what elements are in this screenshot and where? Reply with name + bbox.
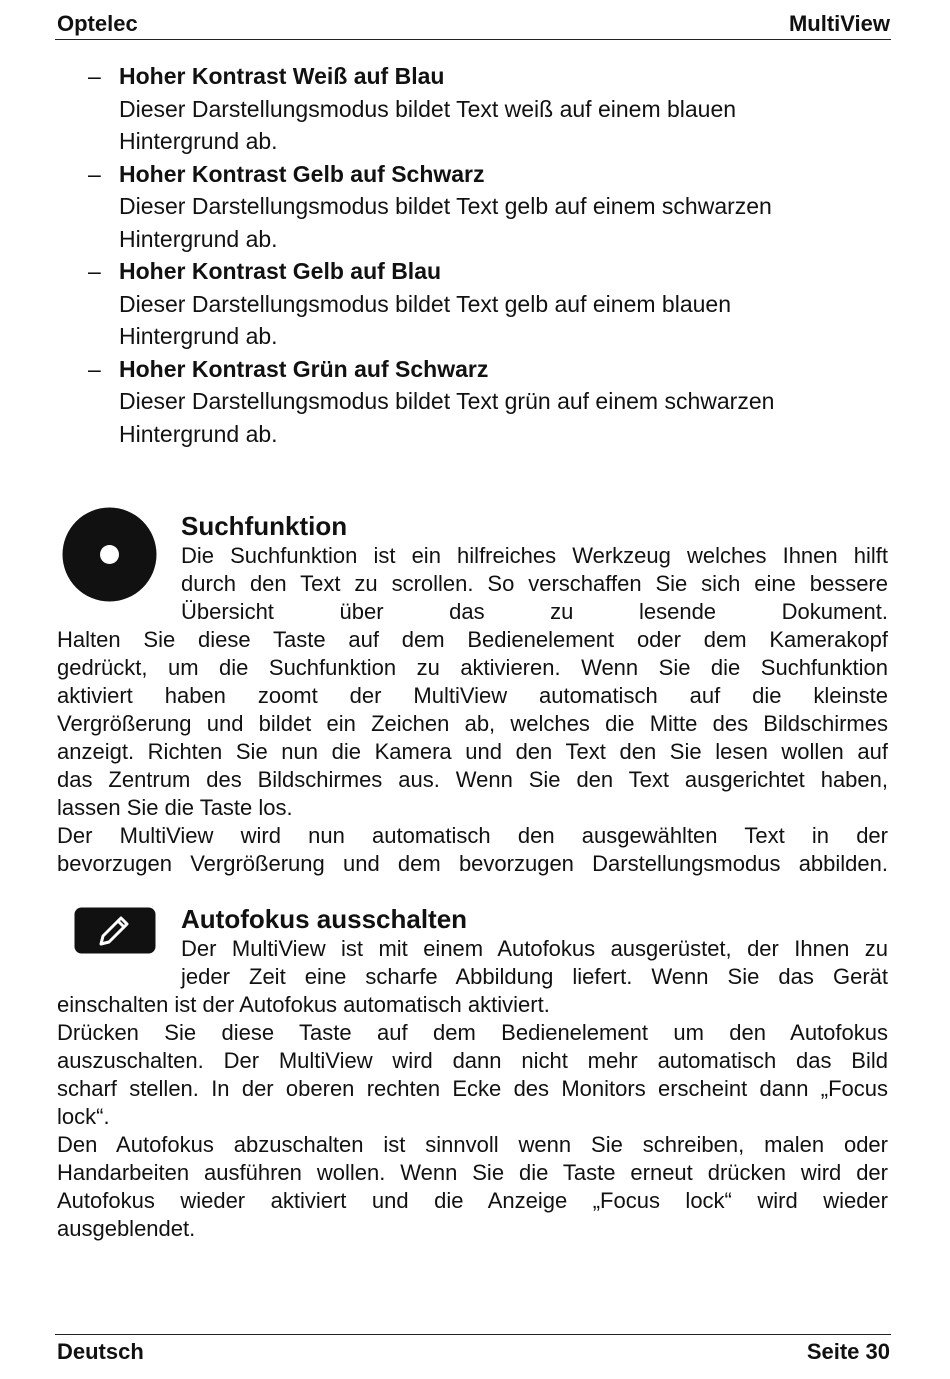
text-line: Handarbeiten ausführen wollen. Wenn Sie die Taste erneut drücken wird der xyxy=(57,1160,888,1185)
mode-description: Hintergrund ab. xyxy=(119,420,278,447)
mode-description: Hintergrund ab. xyxy=(119,323,278,349)
section-intro-autofokus xyxy=(181,935,888,991)
header-brand: Optelec xyxy=(57,11,138,36)
search-button-icon xyxy=(62,507,157,602)
section-intro-suchfunktion xyxy=(181,542,888,626)
list-item xyxy=(88,158,868,256)
text-line: Vergrößerung und bildet ein Zeichen ab, welches die Mitte des Bildschirmes xyxy=(57,711,888,736)
text-line: jeder Zeit eine scharfe Abbildung liefert. Wenn Sie das Gerät xyxy=(181,964,888,989)
section-title-autofokus: Autofokus ausschalten xyxy=(181,904,468,934)
page-footer xyxy=(57,1339,890,1365)
text-line: durch den Text zu scrollen. So verschaffen Sie sich eine bessere xyxy=(181,571,888,596)
mode-description: Dieser Darstellungsmodus bildet Text gelb auf einem blauen xyxy=(119,290,731,317)
section-body-autofokus xyxy=(57,991,888,1243)
text-line: Übersicht über das zu lesende Dokument. xyxy=(181,599,888,624)
text-line: einschalten ist der Autofokus automatisch aktiviert. xyxy=(57,992,550,1017)
text-line: Den Autofokus abzuschalten ist sinnvoll wenn Sie schreiben, malen oder xyxy=(57,1132,888,1157)
mode-description: Dieser Darstellungsmodus bildet Text grün auf einem schwarzen xyxy=(119,388,775,414)
footer-rule xyxy=(55,1334,891,1335)
text-line: Autofokus wieder aktiviert und die Anzeige „Focus lock“ wird wieder xyxy=(57,1188,888,1213)
header-product: MultiView xyxy=(788,11,890,36)
list-dash: – xyxy=(88,160,101,187)
text-line: scharf stellen. In der oberen rechten Ecke des Monitors erscheint dann „Focus xyxy=(57,1076,888,1101)
text-line: anzeigt. Richten Sie nun die Kamera und den Text den Sie lesen wollen auf xyxy=(57,739,888,764)
text-line: auszuschalten. Der MultiView wird dann nicht mehr automatisch das Bild xyxy=(57,1048,888,1073)
text-line: Halten Sie diese Taste auf dem Bedienelement oder dem Kamerakopf xyxy=(57,627,888,652)
section-title-suchfunktion: Suchfunktion xyxy=(181,511,348,541)
list-dash: – xyxy=(88,63,101,89)
list-dash: – xyxy=(88,258,101,284)
mode-description: Dieser Darstellungsmodus bildet Text weiß auf einem blauen xyxy=(119,95,737,122)
list-dash: – xyxy=(88,355,101,382)
list-item xyxy=(88,353,868,451)
mode-title: Hoher Kontrast Gelb auf Blau xyxy=(119,258,442,284)
text-line: gedrückt, um die Suchfunktion zu aktivieren. Wenn Sie die Suchfunktion xyxy=(57,655,888,680)
text-line: Drücken Sie diese Taste auf dem Bedienelement um den Autofokus xyxy=(57,1020,888,1045)
text-line: ausgeblendet. xyxy=(57,1216,196,1241)
mode-title: Hoher Kontrast Gelb auf Schwarz xyxy=(119,160,485,187)
text-line: Die Suchfunktion ist ein hilfreiches Werkzeug welches Ihnen hilft xyxy=(181,543,888,568)
display-mode-list xyxy=(88,60,868,450)
header-rule xyxy=(55,39,891,40)
text-line: Der MultiView wird nun automatisch den ausgewählten Text in der xyxy=(57,823,888,848)
pencil-button-icon xyxy=(74,907,156,954)
mode-title: Hoher Kontrast Weiß auf Blau xyxy=(119,63,445,89)
text-line: das Zentrum des Bildschirmes aus. Wenn Sie den Text ausgerichtet haben, xyxy=(57,767,888,792)
mode-description: Dieser Darstellungsmodus bildet Text gelb auf einem schwarzen xyxy=(119,193,772,219)
footer-language: Deutsch xyxy=(57,1339,144,1364)
text-line: lock“. xyxy=(57,1104,110,1129)
text-line: bevorzugen Vergrößerung und dem bevorzugen Darstellungsmodus abbilden. xyxy=(57,851,888,876)
mode-description: Hintergrund ab. xyxy=(119,225,278,252)
text-line: lassen Sie die Taste los. xyxy=(57,795,293,820)
text-line: aktiviert haben zoomt der MultiView automatisch auf die kleinste xyxy=(57,683,888,708)
mode-description: Hintergrund ab. xyxy=(119,128,278,154)
section-body-suchfunktion xyxy=(57,626,888,878)
list-item xyxy=(88,255,868,353)
mode-title: Hoher Kontrast Grün auf Schwarz xyxy=(119,355,489,382)
list-item xyxy=(88,60,868,158)
page-header xyxy=(57,11,890,37)
text-line: Der MultiView ist mit einem Autofokus ausgerüstet, der Ihnen zu xyxy=(181,936,888,961)
page-number: Seite 30 xyxy=(806,1339,890,1364)
